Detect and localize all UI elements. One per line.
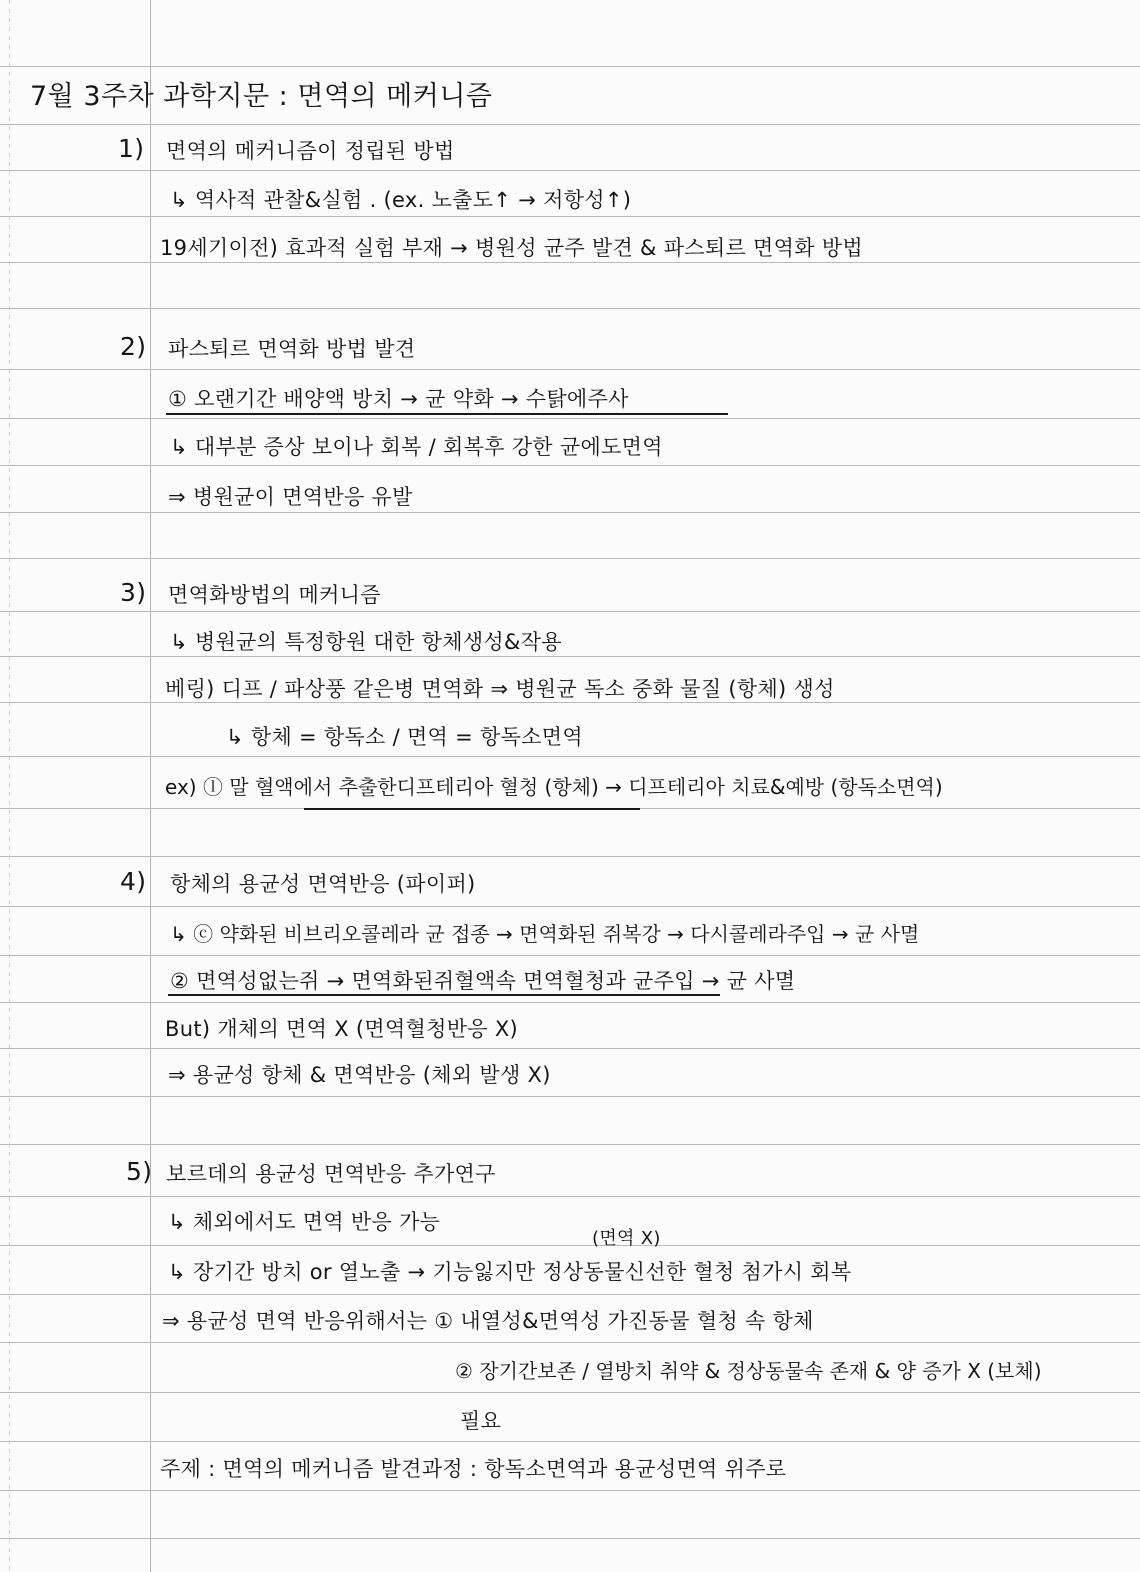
section-5-line-2: ↳ 장기간 방치 or 열노출 → 기능잃지만 정상동물신선한 혈청 첨가시 회복 [168,1260,852,1284]
section-5-line-4: ② 장기간보존 / 열방치 취약 & 정상동물속 존재 & 양 증가 X (보체) [455,1359,1042,1383]
underline [168,994,720,996]
ruled-line [0,512,1140,513]
ruled-line [0,66,1140,67]
ruled-line [0,756,1140,757]
ruled-line [0,1196,1140,1197]
section-3-number: 3) [120,578,147,607]
ruled-line [0,1441,1140,1442]
ruled-line [0,1342,1140,1343]
perforation-edge [9,0,10,1572]
ruled-line [0,856,1140,857]
section-4-line-2: ② 면역성없는쥐 → 면역화된쥐혈액속 면역혈청과 균주입 → 균 사멸 [170,969,796,993]
summary-line: 주제 : 면역의 메커니즘 발견과정 : 항독소면역과 용균성면역 위주로 [160,1457,787,1481]
ruled-line [0,1294,1140,1295]
ruled-line [0,558,1140,559]
section-5-line-5: 필요 [460,1409,502,1433]
ruled-line [0,1392,1140,1393]
section-3-heading: 면역화방법의 메커니즘 [168,583,381,607]
ruled-line [0,170,1140,171]
ruled-line [0,1048,1140,1049]
section-4-heading: 항체의 용균성 면역반응 (파이퍼) [170,872,476,896]
section-2-number: 2) [120,332,147,361]
ruled-line [0,124,1140,125]
ruled-line [0,465,1140,466]
section-4-number: 4) [120,867,147,896]
section-4-line-3: But) 개체의 면역 X (면역혈청반응 X) [165,1017,519,1041]
ruled-line [0,906,1140,907]
section-3-line-3: ↳ 항체 = 항독소 / 면역 = 항독소면역 [226,725,583,749]
section-5-annotation: (면역 X) [592,1228,661,1249]
ruled-line [0,955,1140,956]
section-1-heading: 면역의 메커니즘이 정립된 방법 [166,139,455,163]
section-4-line-4: ⇒ 용균성 항체 & 면역반응 (체외 발생 X) [168,1063,551,1087]
ruled-line [0,1245,1140,1246]
section-5-number: 5) [126,1157,153,1186]
ruled-line [0,1096,1140,1097]
ruled-line [0,1490,1140,1491]
section-5-heading: 보르데의 용균성 면역반응 추가연구 [166,1162,496,1186]
section-3-line-1: ↳ 병원균의 특정항원 대한 항체생성&작용 [170,630,562,654]
section-1-number: 1) [118,134,145,163]
page-title: 7월 3주차 과학지문 : 면역의 메커니즘 [30,81,493,112]
section-2-heading: 파스퇴르 면역화 방법 발견 [168,337,416,361]
section-2-line-1: ① 오랜기간 배양액 방치 → 균 약화 → 수탉에주사 [168,387,629,411]
section-4-line-1: ↳ ⓒ 약화된 비브리오콜레라 균 접종 → 면역화된 쥐복강 → 다시콜레라주입 → 균 사멸 [170,922,920,946]
section-2-line-2: ↳ 대부분 증상 보이나 회복 / 회복후 강한 균에도면역 [170,435,663,459]
ruled-line [0,418,1140,419]
ruled-line [0,1538,1140,1539]
ruled-line [0,216,1140,217]
underline [166,413,728,415]
section-1-line-2: 19세기이전) 효과적 실험 부재 → 병원성 균주 발견 & 파스퇴르 면역화 방법 [160,236,863,260]
section-3-line-4: ex) ⓛ 말 혈액에서 추출한디프테리아 혈청 (항체) → 디프테리아 치료&예방 (항독소면역) [165,775,943,799]
ruled-line [0,1002,1140,1003]
underline [304,808,640,810]
section-1-line-1: ↳ 역사적 관찰&실험 . (ex. 노출도↑ → 저항성↑) [170,188,632,212]
ruled-line [0,611,1140,612]
ruled-line [0,308,1140,309]
margin-rule [150,0,151,1572]
ruled-line [0,369,1140,370]
section-2-line-3: ⇒ 병원균이 면역반응 유발 [168,485,413,509]
ruled-line [0,1144,1140,1145]
section-3-line-2: 베링) 디프 / 파상풍 같은병 면역화 ⇒ 병원균 독소 중화 물질 (항체) 생성 [165,677,835,701]
section-5-line-3: ⇒ 용균성 면역 반응위해서는 ① 내열성&면역성 가진동물 혈청 속 항체 [162,1309,814,1333]
section-5-line-1: ↳ 체외에서도 면역 반응 가능 [168,1210,441,1234]
